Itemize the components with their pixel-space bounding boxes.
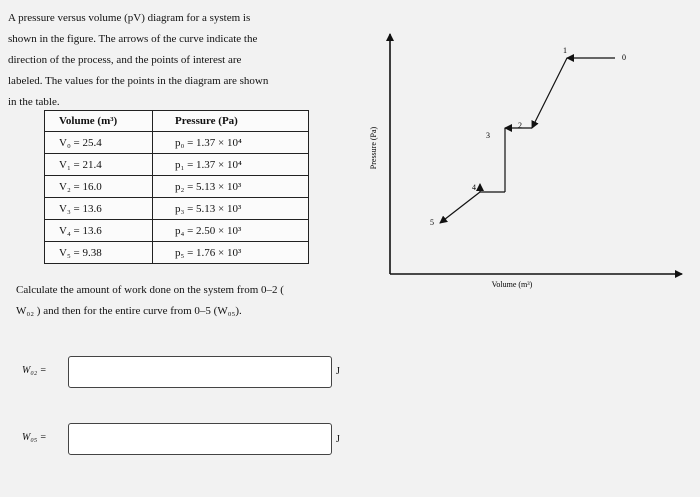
segment-4-5	[440, 192, 480, 223]
point-label-1: 1	[563, 46, 567, 55]
pressure-cell: p₅ = 1.76 × 10³	[153, 242, 309, 264]
volume-cell: V₀ = 25.4	[45, 132, 153, 154]
table-row	[45, 176, 309, 198]
intro-line: direction of the process, and the points of interest are	[8, 54, 242, 66]
w05-label: W₀₅ =	[22, 432, 47, 443]
pressure-cell: p₄ = 2.50 × 10³	[153, 220, 309, 242]
x-axis-label: Volume (m³)	[491, 280, 533, 289]
w02-answer-input[interactable]	[68, 356, 332, 388]
point-label-3: 3	[486, 131, 490, 140]
pressure-header: Pressure (Pa)	[153, 111, 309, 132]
table-row	[45, 154, 309, 176]
volume-cell: V₂ = 16.0	[45, 176, 153, 198]
intro-line: shown in the figure. The arrows of the curve indicate the	[8, 33, 258, 45]
table-row	[45, 242, 309, 264]
problem-intro	[8, 8, 348, 113]
question-line: W₀₂ ) and then for the entire curve from 0–5 (W₀₅).	[16, 305, 242, 317]
table-row	[45, 198, 309, 220]
pressure-cell: p₁ = 1.37 × 10⁴	[153, 154, 309, 176]
volume-cell: V₁ = 21.4	[45, 154, 153, 176]
table-row	[45, 220, 309, 242]
w02-unit: J	[336, 366, 340, 377]
volume-header: Volume (m³)	[45, 111, 153, 132]
point-label-5: 5	[430, 218, 434, 227]
w05-unit: J	[336, 434, 340, 445]
volume-cell: V₄ = 13.6	[45, 220, 153, 242]
point-label-2: 2	[518, 121, 522, 130]
intro-line: A pressure versus volume (pV) diagram for a system is	[8, 12, 251, 24]
question-text	[16, 280, 376, 322]
intro-line: in the table.	[8, 96, 60, 108]
pressure-cell: p₂ = 5.13 × 10³	[153, 176, 309, 198]
pressure-cell: p₃ = 5.13 × 10³	[153, 198, 309, 220]
question-line: Calculate the amount of work done on the system from 0–2 (	[16, 284, 284, 296]
volume-cell: V₅ = 9.38	[45, 242, 153, 264]
point-label-4: 4	[472, 183, 476, 192]
pv-diagram	[360, 20, 690, 295]
w05-answer-input[interactable]	[68, 423, 332, 455]
table-row	[45, 132, 309, 154]
values-table	[44, 110, 309, 264]
point-label-0: 0	[622, 53, 626, 62]
volume-cell: V₃ = 13.6	[45, 198, 153, 220]
intro-line: labeled. The values for the points in the diagram are shown	[8, 75, 269, 87]
table-header-row	[45, 111, 309, 132]
pressure-cell: p₀ = 1.37 × 10⁴	[153, 132, 309, 154]
segment-1-2	[532, 58, 567, 128]
w02-label: W₀₂ =	[22, 365, 47, 376]
y-axis-label: Pressure (Pa)	[369, 126, 378, 170]
